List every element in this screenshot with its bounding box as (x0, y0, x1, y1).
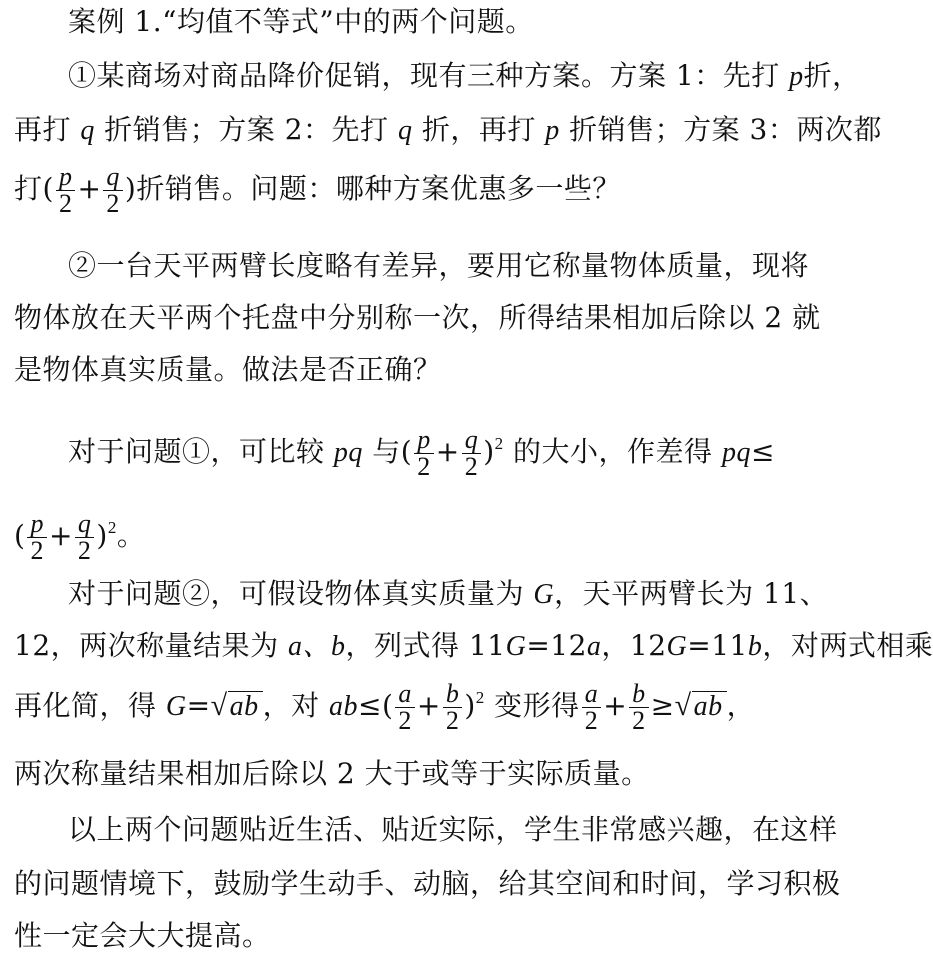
fraction-q-over-2: $\frac{q}{2}$ (462, 427, 482, 480)
analysis1-line1: 对于问题①，可比较 pq 与( $\frac{p}{2}$ + $\frac{q}{2}$ )$^2$ 的大小，作差得 pq≤ (68, 425, 775, 481)
problem2-line3: 是物体真实质量。做法是否正确？ (14, 353, 442, 386)
conclusion-line3: 性一定会大大提高。 (14, 919, 271, 952)
conclusion-line2: 的问题情境下，鼓励学生动手、动脑，给其空间和时间，学习积极 (14, 867, 841, 900)
analysis2-line2: 12，两次称量结果为 a、b，列式得 11G=12a，12G=11b，对两式相乘 (14, 629, 933, 662)
fraction-p-over-2: $\frac{p}{2}$ (414, 427, 434, 480)
problem1-line2: 再打 q 折销售；方案 2：先打 q 折，再打 p 折销售；方案 3：两次都 (14, 113, 882, 146)
fraction-b-over-2: $\frac{b}{2}$ (629, 681, 649, 734)
conclusion-line1: 以上两个问题贴近生活、贴近实际，学生非常感兴趣，在这样 (68, 813, 838, 846)
problem1-line1: ①某商场对商品降价促销，现有三种方案。方案 1：先打 p折， (68, 59, 861, 92)
fraction-p-over-2: $\frac{p}{2}$ (27, 511, 47, 564)
problem2-line1: ②一台天平两臂长度略有差异，要用它称量物体质量，现将 (68, 249, 810, 282)
fraction-q-over-2: $\frac{q}{2}$ (103, 164, 123, 217)
problem1-line3: 打( $\frac{p}{2}$ + $\frac{q}{2}$ )折销售。问题：哪种方案优惠多一些？ (14, 162, 621, 218)
fraction-p-over-2: $\frac{p}{2}$ (56, 164, 76, 217)
analysis1-line2: ( $\frac{p}{2}$ + $\frac{q}{2}$ )$^2$。 (14, 509, 146, 565)
analysis2-line4: 两次称量结果相加后除以 2 大于或等于实际质量。 (14, 757, 650, 790)
problem2-line2: 物体放在天平两个托盘中分别称一次，所得结果相加后除以 2 就 (14, 301, 821, 334)
analysis2-line3: 再化简，得 G=√ab ，对 ab≤( $\frac{a}{2}$ + $\frac{b}{2}$ )$^2$ 变形得 $\frac{a}{2}$ + $\frac{b}{2}$ ≥√ab ， (14, 679, 756, 735)
fraction-b-over-2: $\frac{b}{2}$ (443, 681, 463, 734)
fraction-a-over-2: $\frac{a}{2}$ (395, 681, 415, 734)
square-root: √ab (675, 688, 727, 725)
analysis2-line1: 对于问题②，可假设物体真实质量为 G，天平两臂长为 11、 (68, 577, 829, 610)
fraction-q-over-2: $\frac{q}{2}$ (75, 511, 95, 564)
fraction-a-over-2: $\frac{a}{2}$ (582, 681, 602, 734)
case-title: 案例 1.“均值不等式”中的两个问题。 (68, 5, 534, 38)
square-root: √ab (211, 688, 263, 725)
